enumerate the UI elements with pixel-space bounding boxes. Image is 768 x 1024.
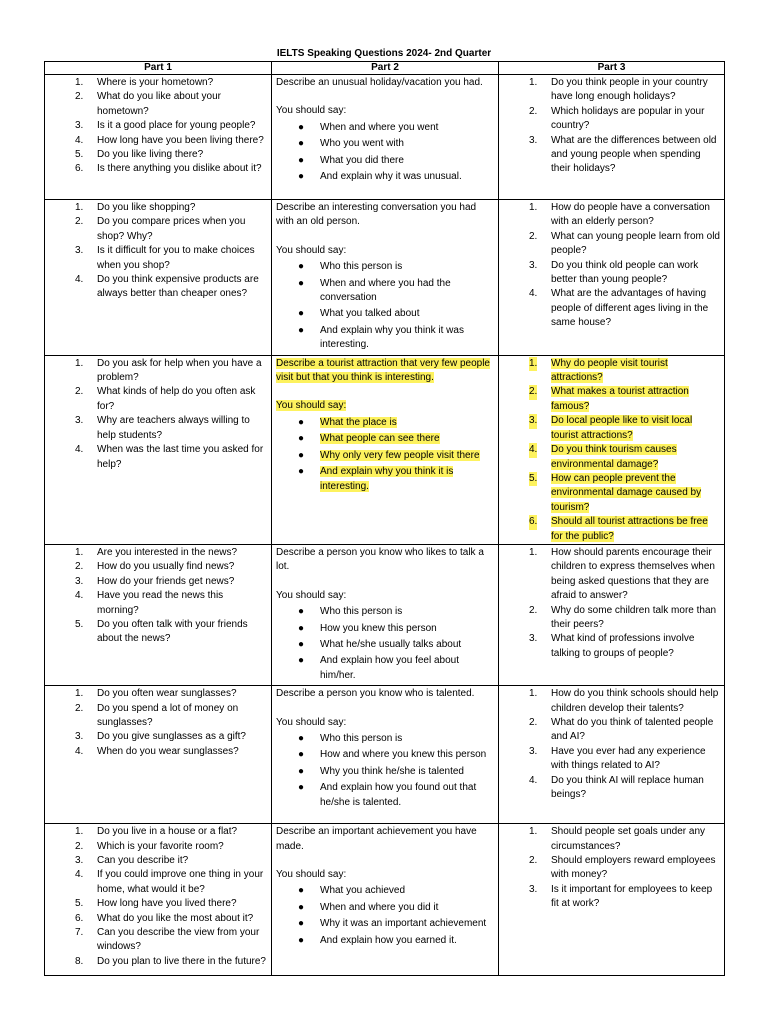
list-item: [503, 105, 720, 134]
list-item: [49, 119, 267, 133]
item-number: 2.: [529, 717, 538, 728]
bullet-text: And explain why you think it was interesting.: [320, 324, 464, 351]
bullet-icon: ●: [298, 885, 305, 897]
bullet-icon: ●: [298, 606, 305, 618]
question-row: [45, 824, 725, 976]
bullet-icon: ●: [298, 749, 305, 761]
list-item: [276, 432, 494, 446]
item-number: 4.: [75, 274, 84, 286]
list-item: [276, 121, 494, 135]
part3-cell: [499, 824, 725, 976]
part3-question-list: [503, 201, 720, 331]
item-number: 1.: [75, 202, 84, 213]
cue-card-bullets: [276, 732, 494, 810]
question-text: Do local people like to visit local tourist attractions?: [551, 415, 693, 441]
bullet-icon: ●: [298, 466, 305, 478]
cue-card-prompt: Describe a person you know who is talented.: [276, 688, 475, 700]
question-text: Which is your favorite room?: [97, 840, 224, 852]
item-number: 1.: [529, 688, 538, 700]
item-number: 4.: [529, 774, 538, 786]
item-number: 1.: [529, 826, 538, 838]
list-item: [503, 716, 720, 745]
item-number: 3.: [529, 414, 537, 428]
question-text: Do you plan to live there in the future?: [97, 955, 266, 967]
question-text: How long have you lived there?: [97, 898, 237, 910]
item-number: 3.: [529, 633, 538, 645]
question-text: Should people set goals under any circumstances?: [551, 826, 706, 852]
list-item: [276, 137, 494, 151]
part3-cell: [499, 75, 725, 200]
question-row: [45, 75, 725, 200]
part2-cell: [272, 824, 499, 976]
item-number: 5.: [75, 149, 84, 161]
question-text: What kind of professions involve talking to groups of people?: [551, 633, 695, 659]
item-number: 4.: [529, 288, 538, 300]
question-text: Do you think AI will replace human beings?: [551, 774, 704, 801]
header-row: [45, 62, 725, 75]
question-text: Is it a good place for young people?: [97, 120, 256, 132]
item-number: 1.: [75, 77, 84, 88]
bullet-icon: ●: [298, 782, 305, 794]
item-number: 6.: [529, 515, 537, 529]
question-text: Do you often wear sunglasses?: [97, 688, 237, 700]
question-text: Have you ever had any experience with things related to AI?: [551, 745, 706, 772]
item-number: 2.: [75, 91, 84, 103]
list-item: [49, 148, 267, 162]
list-item: [503, 604, 720, 633]
item-number: 3.: [529, 259, 538, 271]
question-text: When do you wear sunglasses?: [97, 745, 239, 757]
list-item: [49, 840, 267, 854]
item-number: 7.: [75, 927, 84, 939]
part3-question-list: [503, 546, 720, 661]
cue-card-bullets: [276, 121, 494, 185]
list-item: [503, 76, 720, 105]
bullet-text: What you did there: [320, 154, 404, 166]
header-part-1: Part 1: [45, 62, 272, 75]
list-item: [276, 170, 494, 184]
question-text: Should all tourist attractions be free for the public?: [551, 516, 708, 542]
list-item: [49, 897, 267, 911]
question-text: Do you give sunglasses as a gift?: [97, 731, 246, 743]
item-number: 2.: [529, 855, 538, 866]
part1-question-list: [49, 825, 267, 969]
list-item: [503, 287, 720, 330]
list-item: [276, 324, 494, 353]
list-item: [276, 277, 494, 306]
list-item: [49, 745, 267, 759]
part1-cell: [45, 200, 272, 356]
item-number: 2.: [529, 385, 537, 399]
item-number: 2.: [529, 105, 538, 117]
list-item: [49, 385, 267, 414]
list-item: [276, 748, 494, 762]
bullet-icon: ●: [298, 324, 305, 336]
bullet-icon: ●: [298, 622, 305, 634]
item-number: 1.: [75, 826, 84, 838]
list-item: [276, 884, 494, 898]
question-text: Do you think old people can work better than young people?: [551, 259, 699, 286]
bullet-icon: ●: [298, 433, 305, 445]
question-text: Can you describe it?: [97, 855, 189, 866]
should-say-label: You should say:: [276, 869, 347, 880]
part2-cell: [272, 355, 499, 544]
question-text: What do you think of talented people and AI?: [551, 717, 714, 743]
should-say-label: You should say:: [276, 716, 347, 728]
list-item: [49, 357, 267, 386]
part1-cell: [45, 75, 272, 200]
list-item: [49, 618, 267, 647]
bullet-text: What people can see there: [320, 433, 440, 445]
item-number: 3.: [75, 731, 84, 743]
list-item: [503, 230, 720, 259]
question-text: How do your friends get news?: [97, 575, 235, 587]
header-part-3: Part 3: [499, 62, 725, 75]
question-text: Do you ask for help when you have a problem?: [97, 357, 262, 384]
part3-question-list: [503, 76, 720, 177]
bullet-text: What you talked about: [320, 308, 420, 320]
part2-cell: [272, 544, 499, 685]
bullet-icon: ●: [298, 154, 305, 166]
bullet-text: When and where you did it: [320, 901, 439, 913]
item-number: 2.: [529, 230, 538, 242]
question-text: Do you spend a lot of money on sunglasses?: [97, 702, 239, 728]
part3-question-list: [503, 687, 720, 802]
part1-question-list: [49, 76, 267, 177]
item-number: 2.: [75, 840, 84, 852]
item-number: 1.: [75, 357, 84, 369]
bullet-text: Who this person is: [320, 606, 403, 618]
item-number: 1.: [75, 546, 84, 558]
question-row: [45, 200, 725, 356]
list-item: [49, 162, 267, 176]
list-item: [503, 687, 720, 716]
should-say-label: You should say:: [276, 589, 347, 601]
question-text: Can you describe the view from your windows?: [97, 927, 260, 953]
item-number: 4.: [75, 869, 84, 881]
list-item: [503, 357, 720, 386]
part1-question-list: [49, 546, 267, 647]
list-item: [276, 901, 494, 915]
cue-card-bullets: [276, 884, 494, 948]
should-say-label: You should say:: [276, 400, 347, 412]
bullet-icon: ●: [298, 934, 305, 946]
question-row: [45, 686, 725, 824]
part1-question-list: [49, 201, 267, 302]
question-text: Why are teachers always willing to help students?: [97, 415, 250, 441]
bullet-text: What the place is: [320, 416, 397, 428]
item-number: 1.: [529, 202, 538, 213]
item-number: 6.: [75, 163, 84, 175]
item-number: 4.: [75, 444, 84, 456]
question-text: What are the advantages of having people of different ages living in the same house?: [551, 288, 709, 329]
bullet-text: Who you went with: [320, 138, 404, 150]
page-title: IELTS Speaking Questions 2024- 2nd Quarter: [276, 48, 492, 59]
question-text: How can people prevent the environmental damage caused by tourism?: [551, 472, 702, 513]
bullet-icon: ●: [298, 416, 305, 428]
list-item: [49, 868, 267, 897]
question-text: How do you think schools should help children develop their talents?: [551, 688, 719, 714]
question-text: Do you often talk with your friends about the news?: [97, 618, 248, 645]
bullet-text: What he/she usually talks about: [320, 638, 462, 650]
list-item: [503, 854, 720, 883]
question-text: Is it important for employees to keep fit at work?: [551, 883, 713, 910]
part2-cell: [272, 200, 499, 356]
list-item: [276, 654, 494, 683]
bullet-text: And explain how you earned it.: [320, 934, 457, 946]
bullet-text: What you achieved: [320, 885, 406, 897]
list-item: [276, 307, 494, 321]
item-number: 3.: [75, 575, 84, 587]
bullet-text: Why it was an important achievement: [320, 918, 487, 930]
item-number: 3.: [75, 415, 84, 427]
question-text: Have you read the news this morning?: [97, 590, 224, 616]
cue-card-prompt: Describe an interesting conversation you had with an old person.: [276, 202, 477, 228]
bullet-icon: ●: [298, 308, 305, 320]
list-item: [503, 472, 720, 515]
bullet-text: When and where you had the conversation: [320, 277, 451, 304]
bullet-text: And explain how you found out that he/she is talented.: [320, 782, 477, 808]
item-number: 4.: [529, 443, 537, 457]
list-item: [49, 273, 267, 302]
question-text: What kinds of help do you often ask for?: [97, 386, 256, 412]
bullet-icon: ●: [298, 171, 305, 183]
list-item: [276, 622, 494, 636]
bullet-icon: ●: [298, 918, 305, 930]
item-number: 3.: [529, 134, 538, 146]
bullet-text: Who this person is: [320, 261, 403, 273]
list-item: [276, 638, 494, 652]
list-item: [276, 449, 494, 463]
item-number: 4.: [75, 745, 84, 757]
part3-question-list: [503, 825, 720, 911]
should-say-label: You should say:: [276, 105, 347, 117]
list-item: [276, 154, 494, 168]
question-text: How should parents encourage their children to express themselves when being asked questions that they are afraid to answer?: [551, 546, 715, 602]
question-text: What do you like the most about it?: [97, 912, 254, 924]
bullet-icon: ●: [298, 655, 305, 667]
question-text: What are the differences between old and young people when spending their holidays?: [551, 134, 717, 175]
item-number: 1.: [529, 77, 538, 88]
list-item: [276, 917, 494, 931]
list-item: [49, 955, 267, 969]
item-number: 2.: [75, 216, 84, 228]
bullet-text: Who this person is: [320, 733, 403, 744]
question-text: Do you think tourism causes environmental damage?: [551, 444, 677, 470]
item-number: 8.: [75, 955, 84, 967]
item-number: 5.: [75, 618, 84, 630]
part2-cell: [272, 75, 499, 200]
list-item: [503, 632, 720, 661]
cue-card-bullets: [276, 260, 494, 352]
should-say-label: You should say:: [276, 244, 347, 256]
list-item: [503, 201, 720, 230]
cue-card-prompt: Describe an important achievement you have made.: [276, 826, 477, 852]
item-number: 3.: [75, 120, 84, 132]
part3-cell: [499, 200, 725, 356]
list-item: [49, 414, 267, 443]
questions-table: [44, 61, 725, 976]
list-item: [503, 546, 720, 604]
list-item: [503, 443, 720, 472]
bullet-icon: ●: [298, 277, 305, 289]
question-text: Why do some children talk more than their peers?: [551, 604, 717, 630]
part1-cell: [45, 686, 272, 824]
bullet-text: How and where you knew this person: [320, 749, 487, 761]
list-item: [49, 244, 267, 273]
list-item: [49, 687, 267, 701]
list-item: [49, 215, 267, 244]
list-item: [49, 443, 267, 472]
question-text: Where is your hometown?: [97, 77, 214, 88]
question-text: If you could improve one thing in your home, what would it be?: [97, 869, 264, 895]
question-text: Is there anything you dislike about it?: [97, 163, 262, 175]
list-item: [49, 76, 267, 90]
list-item: [503, 259, 720, 288]
list-item: [503, 825, 720, 854]
cue-card-bullets: [276, 416, 494, 494]
question-row: [45, 544, 725, 685]
item-number: 4.: [75, 590, 84, 602]
cue-card-prompt: Describe an unusual holiday/vacation you had.: [276, 77, 483, 88]
item-number: 5.: [75, 898, 84, 910]
list-item: [49, 201, 267, 215]
question-text: Do you live in a house or a flat?: [97, 826, 238, 838]
list-item: [503, 414, 720, 443]
list-item: [276, 781, 494, 810]
item-number: 6.: [75, 912, 84, 924]
cue-card-prompt: Describe a tourist attraction that very few people visit but that you think is interesting.: [276, 357, 490, 384]
part2-cell: [272, 686, 499, 824]
list-item: [49, 546, 267, 560]
list-item: [503, 745, 720, 774]
list-item: [49, 912, 267, 926]
list-item: [503, 385, 720, 414]
part1-question-list: [49, 687, 267, 759]
question-row: [45, 355, 725, 544]
question-text: What makes a tourist attraction famous?: [551, 386, 689, 412]
list-item: [49, 575, 267, 589]
part3-cell: [499, 355, 725, 544]
question-text: Should employers reward employees with money?: [551, 855, 716, 881]
bullet-text: When and where you went: [320, 121, 439, 133]
question-text: Do you like shopping?: [97, 202, 196, 213]
bullet-text: And explain how you feel about him/her.: [320, 655, 459, 681]
item-number: 3.: [75, 245, 84, 257]
bullet-icon: ●: [298, 901, 305, 913]
list-item: [49, 134, 267, 148]
bullet-icon: ●: [298, 765, 305, 777]
question-text: Do you like living there?: [97, 149, 204, 161]
bullet-icon: ●: [298, 261, 305, 273]
item-number: 5.: [529, 472, 537, 486]
list-item: [276, 605, 494, 619]
item-number: 1.: [529, 546, 538, 558]
part3-question-list: [503, 357, 720, 544]
part1-cell: [45, 824, 272, 976]
cue-card-prompt: Describe a person you know who likes to talk a lot.: [276, 546, 484, 573]
list-item: [503, 774, 720, 803]
list-item: [503, 515, 720, 544]
item-number: 1.: [75, 688, 84, 700]
question-text: Do you think people in your country have long enough holidays?: [551, 77, 708, 103]
item-number: 3.: [529, 745, 538, 757]
part1-question-list: [49, 357, 267, 472]
cue-card-bullets: [276, 605, 494, 683]
item-number: 1.: [529, 357, 537, 371]
item-number: 3.: [529, 883, 538, 895]
item-number: 2.: [529, 604, 538, 616]
bullet-text: How you knew this person: [320, 622, 437, 634]
question-text: What do you like about your hometown?: [97, 91, 221, 117]
bullet-icon: ●: [298, 638, 305, 650]
list-item: [49, 702, 267, 731]
question-text: Which holidays are popular in your country?: [551, 105, 705, 132]
bullet-icon: ●: [298, 138, 305, 150]
list-item: [49, 926, 267, 955]
list-item: [49, 90, 267, 119]
list-item: [276, 465, 494, 494]
list-item: [503, 883, 720, 912]
part3-cell: [499, 544, 725, 685]
list-item: [276, 416, 494, 430]
question-text: Do you compare prices when you shop? Why?: [97, 216, 246, 242]
item-number: 2.: [75, 702, 84, 714]
question-text: Is it difficult for you to make choices when you shop?: [97, 245, 255, 271]
question-text: What can young people learn from old people?: [551, 230, 720, 257]
bullet-text: And explain why it was unusual.: [320, 171, 462, 183]
question-text: How do people have a conversation with an elderly person?: [551, 202, 710, 228]
bullet-icon: ●: [298, 121, 305, 133]
question-text: Are you interested in the news?: [97, 546, 238, 558]
item-number: 2.: [75, 561, 84, 573]
bullet-icon: ●: [298, 733, 305, 744]
header-part-2: Part 2: [272, 62, 499, 75]
part1-cell: [45, 544, 272, 685]
part1-cell: [45, 355, 272, 544]
list-item: [49, 730, 267, 744]
list-item: [503, 134, 720, 177]
item-number: 4.: [75, 134, 84, 146]
bullet-text: And explain why you think it is interesting.: [320, 466, 454, 492]
question-text: How long have you been living there?: [97, 134, 264, 146]
list-item: [49, 825, 267, 839]
question-text: Why do people visit tourist attractions?: [551, 357, 668, 384]
list-item: [49, 560, 267, 574]
item-number: 3.: [75, 855, 84, 866]
item-number: 2.: [75, 386, 84, 398]
bullet-text: Why only very few people visit there: [320, 449, 480, 461]
list-item: [276, 765, 494, 779]
list-item: [276, 732, 494, 746]
part3-cell: [499, 686, 725, 824]
question-text: How do you usually find news?: [97, 561, 235, 573]
list-item: [276, 260, 494, 274]
bullet-icon: ●: [298, 449, 305, 461]
question-text: When was the last time you asked for help?: [97, 444, 264, 470]
question-text: Do you think expensive products are always better than cheaper ones?: [97, 274, 259, 300]
bullet-text: Why you think he/she is talented: [320, 765, 464, 777]
list-item: [49, 854, 267, 868]
list-item: [276, 934, 494, 948]
list-item: [49, 589, 267, 618]
